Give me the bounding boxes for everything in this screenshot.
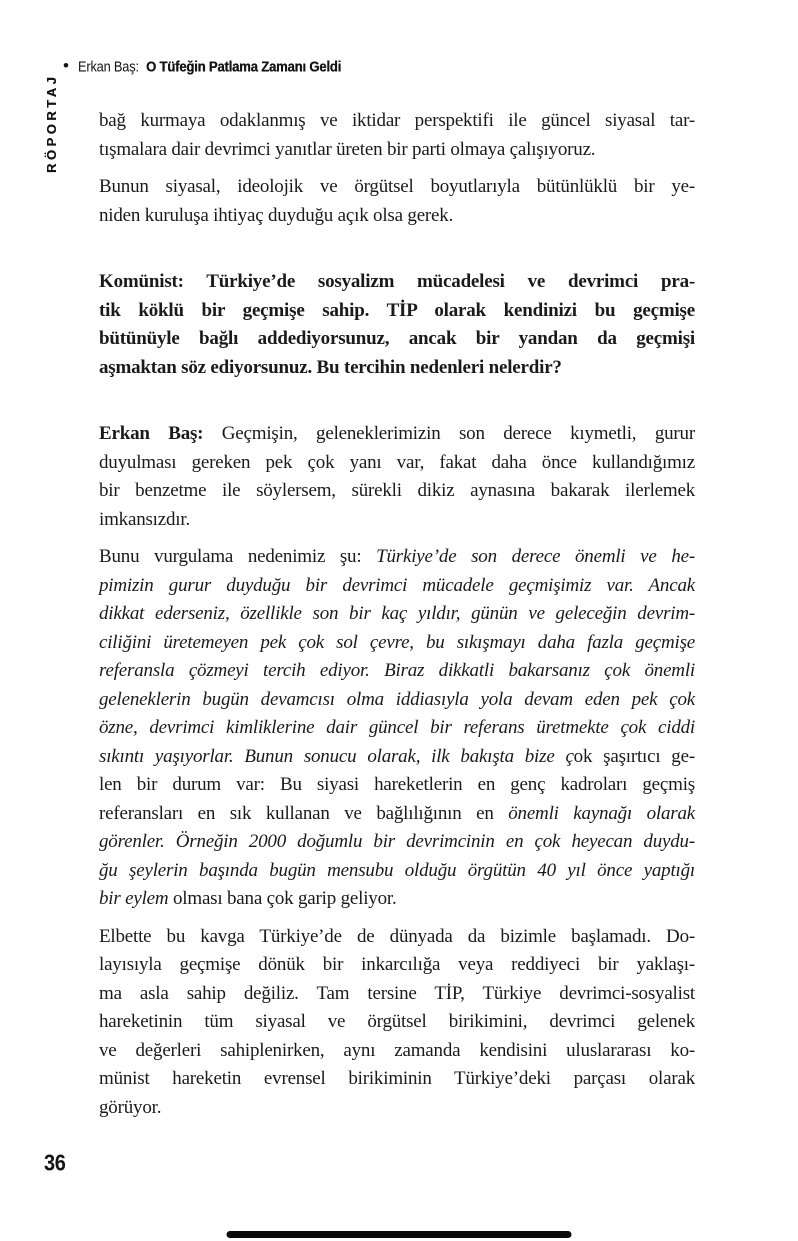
text-line <box>99 1008 695 1037</box>
bold-text: tik köklü bir geçmişe sahip. TİP olarak kendinizi bu geçmişe <box>99 299 695 321</box>
text-line <box>99 771 695 800</box>
regular-text: Bunu vurgulama nedenimiz şu: <box>99 546 377 567</box>
paragraph-body <box>99 923 695 1123</box>
italic-text: ğu şeylerin başında bugün mensubu olduğu örgütün 40 yıl önce yaptığı <box>99 859 695 881</box>
answer-paragraph <box>99 420 695 534</box>
regular-text: niden kuruluşa ihtiyaç duyduğu açık olsa gerek. <box>99 204 454 226</box>
bold-text: Komünist: Türkiye’de sosyalizm mücadelesi ve devrimci pra- <box>99 271 695 292</box>
text-line <box>99 1037 695 1066</box>
text-line <box>99 657 695 686</box>
bold-text: aşmaktan söz ediyorsunuz. Bu tercihin nedenleri nelerdir? <box>99 356 562 378</box>
regular-text: len bir durum var: Bu siyasi hareketlerin en genç kadroları geçmiş <box>99 774 695 795</box>
italic-text: özne, devrimci kimliklerine dair güncel bir referans üretmekte çok ciddi <box>99 717 695 738</box>
text-line <box>99 506 695 535</box>
text-line <box>99 173 695 202</box>
header-chapter-title: O Tüfeğin Patlama Zamanı Geldi <box>145 58 341 75</box>
italic-text: pimizin gurur duyduğu bir devrimci mücadele geçmişimiz var. Ancak <box>99 574 695 596</box>
regular-text: ma asla sahip değiliz. Tam tersine TİP, Türkiye devrimci-sosyalist <box>99 982 695 1004</box>
regular-text: imkansızdır. <box>99 508 191 530</box>
italic-text: bir eylem <box>99 888 169 909</box>
regular-text: bir benzetme ile söylersem, sürekli dikiz aynasına bakarak ilerlemek <box>99 480 695 501</box>
paragraph-body <box>99 173 695 230</box>
paragraph-body <box>99 543 695 914</box>
paragraph-continuation <box>99 107 695 164</box>
bold-text: Erkan Baş: <box>99 423 204 444</box>
bullet-icon: • <box>63 56 69 75</box>
text-line <box>99 420 695 449</box>
bold-text: bütünüyle bağlı addediyorsunuz, ancak bir yandan da geçmişi <box>99 328 695 349</box>
text-line <box>99 828 695 857</box>
text-line <box>99 572 695 601</box>
text-line <box>99 1065 695 1094</box>
text-line <box>99 980 695 1009</box>
italic-text: geleneklerin bugün devamcısı olma iddiasıyla yola devam eden pek çok <box>99 688 695 710</box>
regular-text: duyulması gereken pek çok yanı var, fakat daha önce kullandığımız <box>99 451 695 473</box>
running-header <box>63 56 347 75</box>
text-line <box>99 202 695 231</box>
text-line <box>99 743 695 772</box>
text-line <box>99 629 695 658</box>
body-column <box>99 107 695 1122</box>
section-label-roportaj: RÖPORTAJ <box>44 73 59 173</box>
italic-text: ciliğini üretemeyen pek çok sol çevre, bu sıkışmayı daha fazla geçmişe <box>99 631 695 653</box>
regular-text: görüyor. <box>99 1096 162 1118</box>
text-line <box>99 923 695 952</box>
regular-text: olması bana çok garip geliyor. <box>168 888 397 909</box>
italic-text: sıkıntı yaşıyorlar. Bunun sonucu olarak, ilk bakışta bize ç <box>99 745 574 767</box>
page-number: 36 <box>44 1151 66 1176</box>
text-line <box>99 951 695 980</box>
text-line <box>99 1094 695 1123</box>
text-line <box>99 325 695 354</box>
regular-text: bağ kurmaya odaklanmış ve iktidar perspektifi ile güncel siyasal tar- <box>99 110 695 131</box>
text-line <box>99 800 695 829</box>
italic-text: Türkiye’de son derece önemli ve he- <box>376 546 695 567</box>
regular-text: hareketinin tüm siyasal ve örgütsel birikimini, devrimci gelenek <box>99 1011 695 1032</box>
text-line <box>99 268 695 297</box>
regular-text: Geçmişin, geleneklerimizin son derece kıymetli, gurur <box>203 423 695 444</box>
italic-text: dikkat ederseniz, özellikle son bir kaç yıldır, günün ve geleceğin devrim- <box>99 603 695 624</box>
question-paragraph <box>99 268 695 382</box>
italic-text: görenler. Örneğin 2000 doğumlu bir devrimcinin en çok heyecan duydu- <box>99 831 695 852</box>
text-line <box>99 477 695 506</box>
home-indicator-bar[interactable] <box>227 1231 572 1238</box>
text-line <box>99 107 695 136</box>
header-author: Erkan Baş: <box>77 58 139 75</box>
text-line <box>99 449 695 478</box>
text-line <box>99 297 695 326</box>
regular-text: münist hareketin evrensel birikiminin Türkiye’deki parçası olarak <box>99 1068 695 1089</box>
text-line <box>99 885 695 914</box>
text-line <box>99 600 695 629</box>
text-line <box>99 857 695 886</box>
text-line <box>99 714 695 743</box>
regular-text: layısıyla geçmişe dönük bir inkarcılığa veya reddiyeci bir yaklaşı- <box>99 954 695 975</box>
text-line <box>99 543 695 572</box>
italic-text: önemli kaynağı olarak <box>508 802 695 824</box>
text-line <box>99 354 695 383</box>
regular-text: Bunun siyasal, ideolojik ve örgütsel boyutlarıyla bütünlüklü bir ye- <box>99 176 695 197</box>
italic-text: referansla çözmeyi tercih ediyor. Biraz dikkatli bakarsanız çok önemli <box>99 660 695 681</box>
regular-text: tışmalara dair devrimci yanıtlar üreten bir parti olmaya çalışıyoruz. <box>99 138 596 160</box>
text-line <box>99 686 695 715</box>
regular-text: referansları en sık kullanan ve bağlılığının en <box>99 802 509 824</box>
regular-text: Elbette bu kavga Türkiye’de de dünyada da bizimle başlamadı. Do- <box>99 925 695 947</box>
regular-text: ok şaşırtıcı ge- <box>573 745 695 767</box>
text-line <box>99 136 695 165</box>
regular-text: ve değerleri sahiplenirken, aynı zamanda kendisini uluslararası ko- <box>99 1039 695 1061</box>
